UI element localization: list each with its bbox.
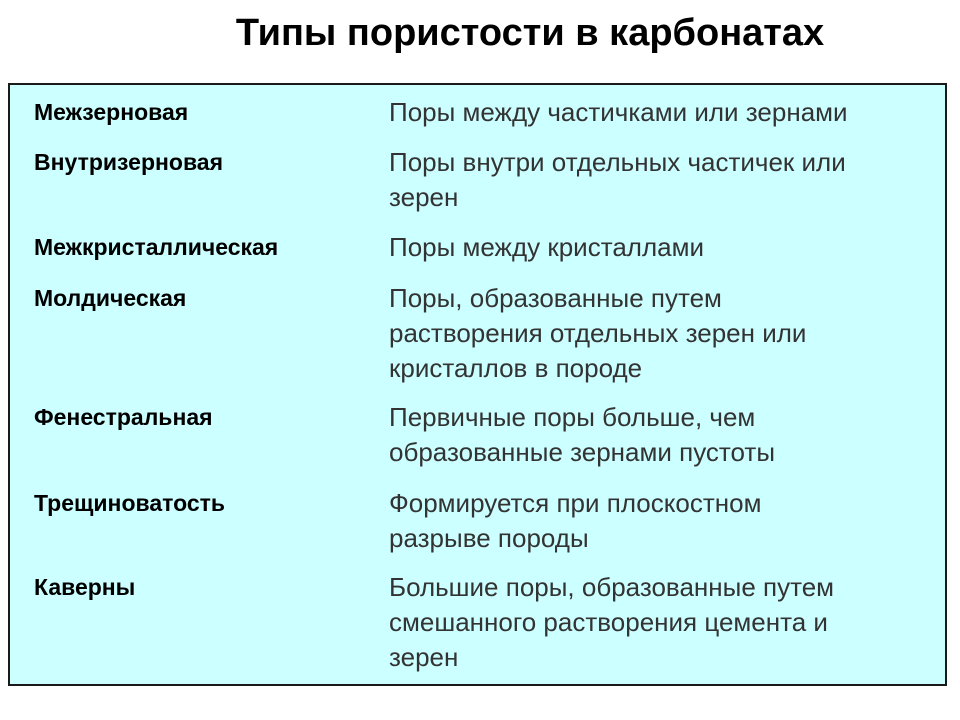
page-title: Типы пористости в карбонатах (235, 12, 825, 54)
row-description: Большие поры, образованные путем смешанного растворения цемента и зерен (389, 572, 835, 672)
row-term: Молдическая (34, 285, 187, 311)
row-description: Поры между кристаллами (389, 232, 704, 262)
row-description: Поры между частичками или зернами (389, 97, 848, 127)
row-description: Поры, образованные путем растворения отдельных зерен или кристаллов в породе (389, 283, 807, 383)
row-description: Формируется при плоскостном разрыве породы (389, 488, 762, 553)
row-term: Фенестральная (34, 404, 213, 430)
porosity-table (8, 83, 947, 686)
row-description: Поры внутри отдельных частичек или зерен (389, 147, 846, 212)
row-term: Трещиноватость (34, 490, 226, 516)
row-term: Каверны (34, 574, 136, 600)
row-term: Межкристаллическая (34, 234, 279, 260)
row-term: Межзерновая (34, 99, 189, 125)
row-description: Первичные поры больше, чем образованные зернами пустоты (389, 402, 776, 467)
row-term: Внутризерновая (34, 149, 223, 175)
